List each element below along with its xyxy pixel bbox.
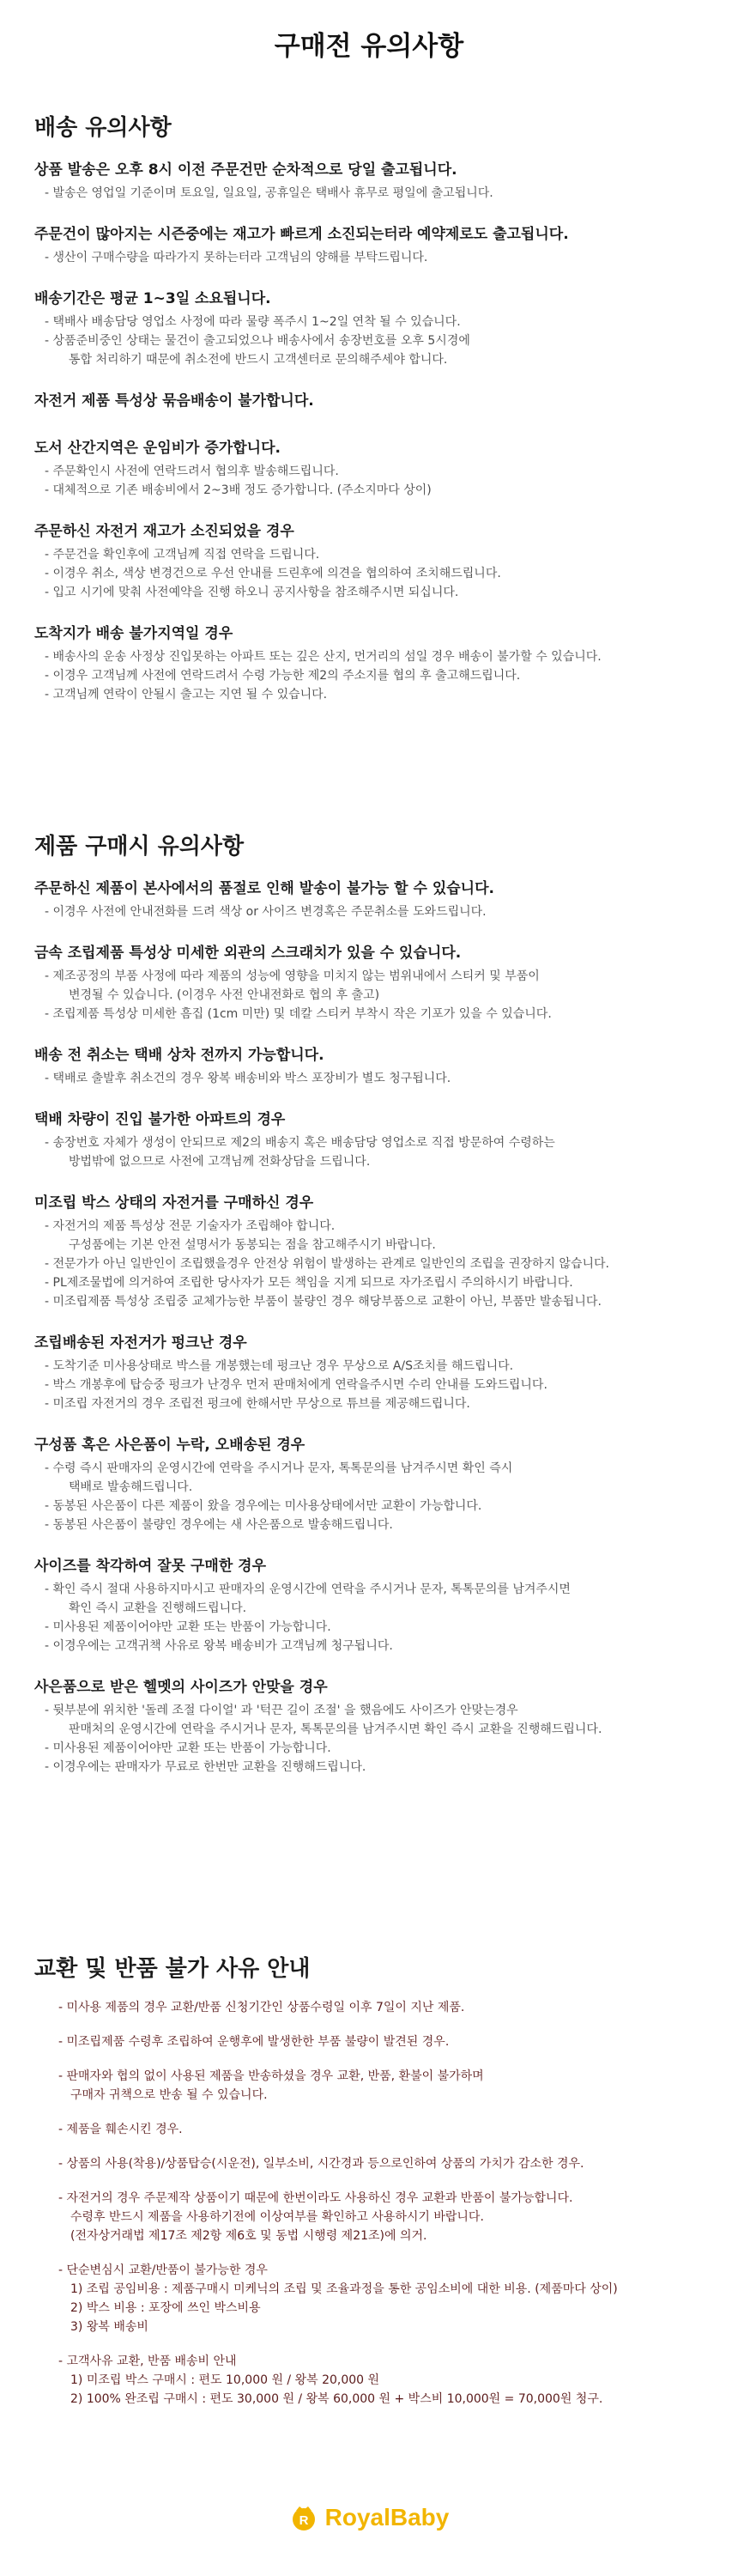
purchase-item-line: 확인 즉시 교환을 진행해드립니다. xyxy=(69,1601,247,1615)
shipping-section-title: 배송 유의사항 xyxy=(34,115,172,141)
spacer xyxy=(34,2245,712,2261)
shipping-items xyxy=(34,157,712,704)
spacer xyxy=(34,2139,712,2154)
shipping-item-line: - 대체적으로 기존 배송비에서 2~3배 정도 증가합니다. (주소지마다 상이) xyxy=(34,481,712,500)
purchase-section-title: 제품 구매시 유의사항 xyxy=(34,834,245,860)
shipping-item-line: - 고객님께 연락이 안될시 출고는 지연 될 수 있습니다. xyxy=(34,685,712,704)
purchase-item-line: - 미조립제품 특성상 조립중 교체가능한 부품이 불량인 경우 해당부품으로 교환이 아닌, 부품만 발송됩니다. xyxy=(34,1292,712,1311)
shipping-item-line: - 주문건을 확인후에 고객님께 직접 연락을 드립니다. xyxy=(34,545,712,564)
exchange-section-title: 교환 및 반품 불가 사유 안내 xyxy=(34,1956,311,1982)
purchase-item-line: 택배로 발송해드립니다. xyxy=(69,1480,193,1494)
crown-badge-icon xyxy=(289,2503,318,2532)
shipping-item xyxy=(34,621,712,704)
purchase-item-line: - 이경우 사전에 안내전화를 드려 색상 or 사이즈 변경혹은 주문취소를 도와드립니다. xyxy=(34,902,712,921)
exchange-item-line: - 상품의 사용(착용)/상품탑승(시운전), 일부소비, 시간경과 등으로인하여 상품의 가치가 감소한 경우. xyxy=(58,2157,584,2171)
purchase-item xyxy=(34,1330,712,1413)
exchange-item-line: - 미조립제품 수령후 조립하여 운행후에 발생한한 부품 불량이 발견된 경우. xyxy=(58,2035,450,2049)
purchase-item-title: 조립배송된 자전거가 펑크난 경우 xyxy=(34,1334,247,1352)
purchase-item-line: - 미사용된 제품이어야만 교환 또는 반품이 가능합니다. xyxy=(34,1618,712,1637)
purchase-item-line: - 뒷부분에 위치한 '돌레 조절 다이얼' 과 '턱끈 길이 조절' 을 했음에도 사이즈가 안맞는경우 xyxy=(34,1701,712,1720)
purchase-item-title: 주문하신 제품이 본사에서의 품절로 인해 발송이 불가능 할 수 있습니다. xyxy=(34,880,494,897)
shipping-item-line: - 택배사 배송담당 영업소 사정에 따라 물량 폭주시 1~2일 연착 될 수 있습니다. xyxy=(34,313,712,331)
shipping-item-title: 상품 발송은 오후 8시 이전 주문건만 순차적으로 당일 출고됩니다. xyxy=(34,161,457,179)
purchase-item-line: - 이경우에는 판매자가 무료로 한번만 교환을 진행해드립니다. xyxy=(34,1758,712,1777)
exchange-groups xyxy=(34,1998,712,2424)
exchange-item xyxy=(34,2120,712,2139)
exchange-item-line: - 미사용 제품의 경우 교환/반품 신청기간인 상품수령일 이후 7일이 지난 제품. xyxy=(58,2001,465,2014)
exchange-item xyxy=(34,1998,712,2017)
shipping-item-line: - 배송사의 운송 사정상 진입못하는 아파트 또는 깊은 산지, 먼거리의 섬일 경우 배송이 불가할 수 있습니다. xyxy=(34,647,712,666)
shipping-item-title: 주문하신 자전거 재고가 소진되었을 경우 xyxy=(34,523,294,540)
purchase-item-line: - 전문가가 아닌 일반인이 조립했을경우 안전상 위험이 발생하는 관계로 일반인의 조립을 권장하지 않습니다. xyxy=(34,1255,712,1273)
shipping-item-title: 도착지가 배송 불가지역일 경우 xyxy=(34,625,233,642)
shipping-section xyxy=(34,110,712,723)
svg-text:R: R xyxy=(299,2513,309,2528)
purchase-items xyxy=(34,876,712,1777)
exchange-item-line: (전자상거래법 제17조 제2항 제6호 및 동법 시행령 제21조)에 의거. xyxy=(70,2229,427,2243)
purchase-item xyxy=(34,940,712,1024)
spacer xyxy=(34,2173,712,2189)
exchange-item-line: - 단순변심시 교환/반품이 불가능한 경우 xyxy=(58,2263,268,2277)
shipping-item-title: 도서 산간지역은 운임비가 증가합니다. xyxy=(34,440,281,457)
purchase-item xyxy=(34,1674,712,1777)
purchase-item-title: 구성품 혹은 사은품이 누락, 오배송된 경우 xyxy=(34,1437,305,1454)
purchase-item-line: - 미조립 자전거의 경우 조립전 펑크에 한해서만 무상으로 튜브를 제공해드립니다. xyxy=(34,1394,712,1413)
purchase-section xyxy=(34,829,712,1795)
purchase-item xyxy=(34,1042,712,1088)
exchange-section xyxy=(34,1951,712,2424)
shipping-item-line: - 주문확인시 사전에 연락드려서 협의후 발송해드립니다. xyxy=(34,462,712,481)
exchange-item-line: - 고객사유 교환, 반품 배송비 안내 xyxy=(58,2354,237,2368)
exchange-item xyxy=(34,2261,712,2336)
exchange-item-line: 3) 왕복 배송비 xyxy=(70,2320,148,2334)
shipping-item xyxy=(34,435,712,500)
shipping-item xyxy=(34,388,712,410)
purchase-item-line: - 택배로 출발후 취소건의 경우 왕복 배송비와 박스 포장비가 별도 청구됩니다. xyxy=(34,1069,712,1088)
purchase-item-line: - 자전거의 제품 특성상 전문 기술자가 조립해야 합니다. xyxy=(34,1217,712,1236)
purchase-item xyxy=(34,1190,712,1311)
exchange-item-line: 2) 100% 완조립 구매시 : 편도 30,000 원 / 왕복 60,000 원 + 박스비 10,000원 = 70,000원 청구. xyxy=(70,2392,603,2406)
purchase-item-title: 금속 조립제품 특성상 미세한 외관의 스크래치가 있을 수 있습니다. xyxy=(34,945,462,962)
purchase-item-title: 배송 전 취소는 택배 상차 전까지 가능합니다. xyxy=(34,1047,324,1064)
shipping-item-line: - 상품준비중인 상태는 물건이 출고되었으나 배송사에서 송장번호를 오후 5시경에 xyxy=(34,331,712,350)
purchase-item xyxy=(34,1107,712,1171)
exchange-item-line: - 자전거의 경우 주문제작 상품이기 때문에 한번이라도 사용하신 경우 교환과 반품이 불가능합니다. xyxy=(58,2191,573,2205)
exchange-item xyxy=(34,2032,712,2051)
purchase-item-line: - 동봉된 사은품이 불량인 경우에는 새 사은품으로 발송해드립니다. xyxy=(34,1516,712,1534)
spacer xyxy=(34,2409,712,2424)
purchase-item-line: - 조립제품 특성상 미세한 흠집 (1cm 미만) 및 데칼 스티커 부착시 작은 기포가 있을 수 있습니다. xyxy=(34,1005,712,1024)
brand-name: RoyalBaby xyxy=(324,2504,450,2530)
brand-logo xyxy=(0,2503,738,2536)
purchase-item-line: - 동봉된 사은품이 다른 제품이 왔을 경우에는 미사용상태에서만 교환이 가능합니다. xyxy=(34,1497,712,1516)
purchase-item-line: - 박스 개봉후에 탑승중 펑크가 난경우 먼저 판매처에게 연락을주시면 수리 안내를 도와드립니다. xyxy=(34,1376,712,1394)
shipping-item-title: 주문건이 많아지는 시즌중에는 재고가 빠르게 소진되는터라 예약제로도 출고됩니다. xyxy=(34,226,569,243)
purchase-item xyxy=(34,1432,712,1534)
purchase-item-title: 사은품으로 받은 헬멧의 사이즈가 안맞을 경우 xyxy=(34,1679,328,1696)
spacer xyxy=(34,2336,712,2352)
exchange-item xyxy=(34,2154,712,2173)
shipping-item-title: 자전거 제품 특성상 묶음배송이 불가합니다. xyxy=(34,392,314,410)
shipping-item xyxy=(34,519,712,602)
purchase-item-line: - 제조공정의 부품 사정에 따라 제품의 성능에 영향을 미치지 않는 범위내에서 스티커 및 부품이 xyxy=(34,967,712,986)
shipping-item-title: 배송기간은 평균 1~3일 소요됩니다. xyxy=(34,290,271,307)
exchange-item-line: 수령후 반드시 제품을 사용하기전에 이상여부를 확인하고 사용하시기 바랍니다. xyxy=(70,2210,484,2224)
shipping-item xyxy=(34,157,712,203)
shipping-item-line: - 입고 시기에 맞춰 사전예약을 진행 하오니 공지사항을 참조해주시면 되십니다. xyxy=(34,583,712,602)
purchase-item-line: - PL제조물법에 의거하여 조립한 당사자가 모든 책임을 지게 되므로 자가조립시 주의하시기 바랍니다. xyxy=(34,1273,712,1292)
page-title: 구매전 유의사항 xyxy=(274,31,464,62)
purchase-item xyxy=(34,1553,712,1656)
spacer xyxy=(34,2105,712,2120)
exchange-item-line: 1) 조립 공임비용 : 제품구매시 미케닉의 조립 및 조율과정을 통한 공임소비에 대한 비용. (제품마다 상이) xyxy=(70,2282,618,2296)
exchange-item-line: 1) 미조립 박스 구매시 : 편도 10,000 원 / 왕복 20,000 원 xyxy=(70,2373,380,2387)
purchase-item xyxy=(34,876,712,921)
exchange-item xyxy=(34,2189,712,2245)
spacer xyxy=(34,2017,712,2032)
purchase-item-line: 구성품에는 기본 안전 설명서가 동봉되는 점을 참고해주시기 바랍니다. xyxy=(69,1238,436,1252)
shipping-item-line: 통합 처리하기 때문에 취소전에 반드시 고객센터로 문의해주세야 합니다. xyxy=(69,353,448,367)
spacer xyxy=(34,2051,712,2067)
purchase-item-title: 미조립 박스 상태의 자전거를 구매하신 경우 xyxy=(34,1194,314,1212)
exchange-item-line: 2) 박스 비용 : 포장에 쓰인 박스비용 xyxy=(70,2301,261,2315)
shipping-item xyxy=(34,286,712,369)
exchange-item xyxy=(34,2352,712,2409)
purchase-item-line: - 송장번호 자체가 생성이 안되므로 제2의 배송지 혹은 배송담당 영업소로 직접 방문하여 수령하는 xyxy=(34,1133,712,1152)
purchase-item-line: - 확인 즉시 절대 사용하지마시고 판매자의 운영시간에 연락을 주시거나 문자, 톡톡문의를 남겨주시면 xyxy=(34,1580,712,1599)
shipping-item xyxy=(34,222,712,267)
exchange-item-line: - 제품을 훼손시킨 경우. xyxy=(58,2123,183,2136)
purchase-item-line: 판매처의 운영시간에 연락을 주시거나 문자, 톡톡문의를 남겨주시면 확인 즉시 교환을 진행해드립니다. xyxy=(69,1722,602,1736)
shipping-item-line: - 생산이 구매수량을 따라가지 못하는터라 고객님의 양해를 부탁드립니다. xyxy=(34,248,712,267)
shipping-item-line: - 이경우 고객님께 사전에 연락드려서 수령 가능한 제2의 주소지를 협의 후 출고해드립니다. xyxy=(34,666,712,685)
purchase-item-line: - 이경우에는 고객귀책 사유로 왕복 배송비가 고객님께 청구됩니다. xyxy=(34,1637,712,1656)
exchange-item-line: - 판매자와 협의 없이 사용된 제품을 반송하셨을 경우 교환, 반품, 환불이 불가하며 xyxy=(58,2069,484,2083)
purchase-item-title: 사이즈를 착각하여 잘못 구매한 경우 xyxy=(34,1558,267,1575)
purchase-item-line: - 미사용된 제품이어야만 교환 또는 반품이 가능합니다. xyxy=(34,1739,712,1758)
purchase-item-line: 변경될 수 있습니다. (이경우 사전 안내전화로 협의 후 출고) xyxy=(69,988,380,1002)
shipping-item-line: - 이경우 취소, 색상 변경건으로 우선 안내를 드린후에 의견을 협의하여 조치해드립니다. xyxy=(34,564,712,583)
purchase-item-line: - 수령 즉시 판매자의 운영시간에 연락을 주시거나 문자, 톡톡문의를 남겨주시면 확인 즉시 xyxy=(34,1459,712,1478)
purchase-item-line: - 도착기준 미사용상태로 박스를 개봉했는데 펑크난 경우 무상으로 A/S조치를 해드립니다. xyxy=(34,1357,712,1376)
purchase-item-line: 방법밖에 없으므로 사전에 고객님께 전화상담을 드립니다. xyxy=(69,1155,371,1169)
purchase-item-title: 택배 차량이 진입 불가한 아파트의 경우 xyxy=(34,1111,286,1128)
exchange-item-line: 구매자 귀책으로 반송 될 수 있습니다. xyxy=(70,2088,268,2102)
exchange-item xyxy=(34,2067,712,2105)
shipping-item-line: - 발송은 영업일 기준이며 토요일, 일요일, 공휴일은 택배사 휴무로 평일에 출고됩니다. xyxy=(34,184,712,203)
